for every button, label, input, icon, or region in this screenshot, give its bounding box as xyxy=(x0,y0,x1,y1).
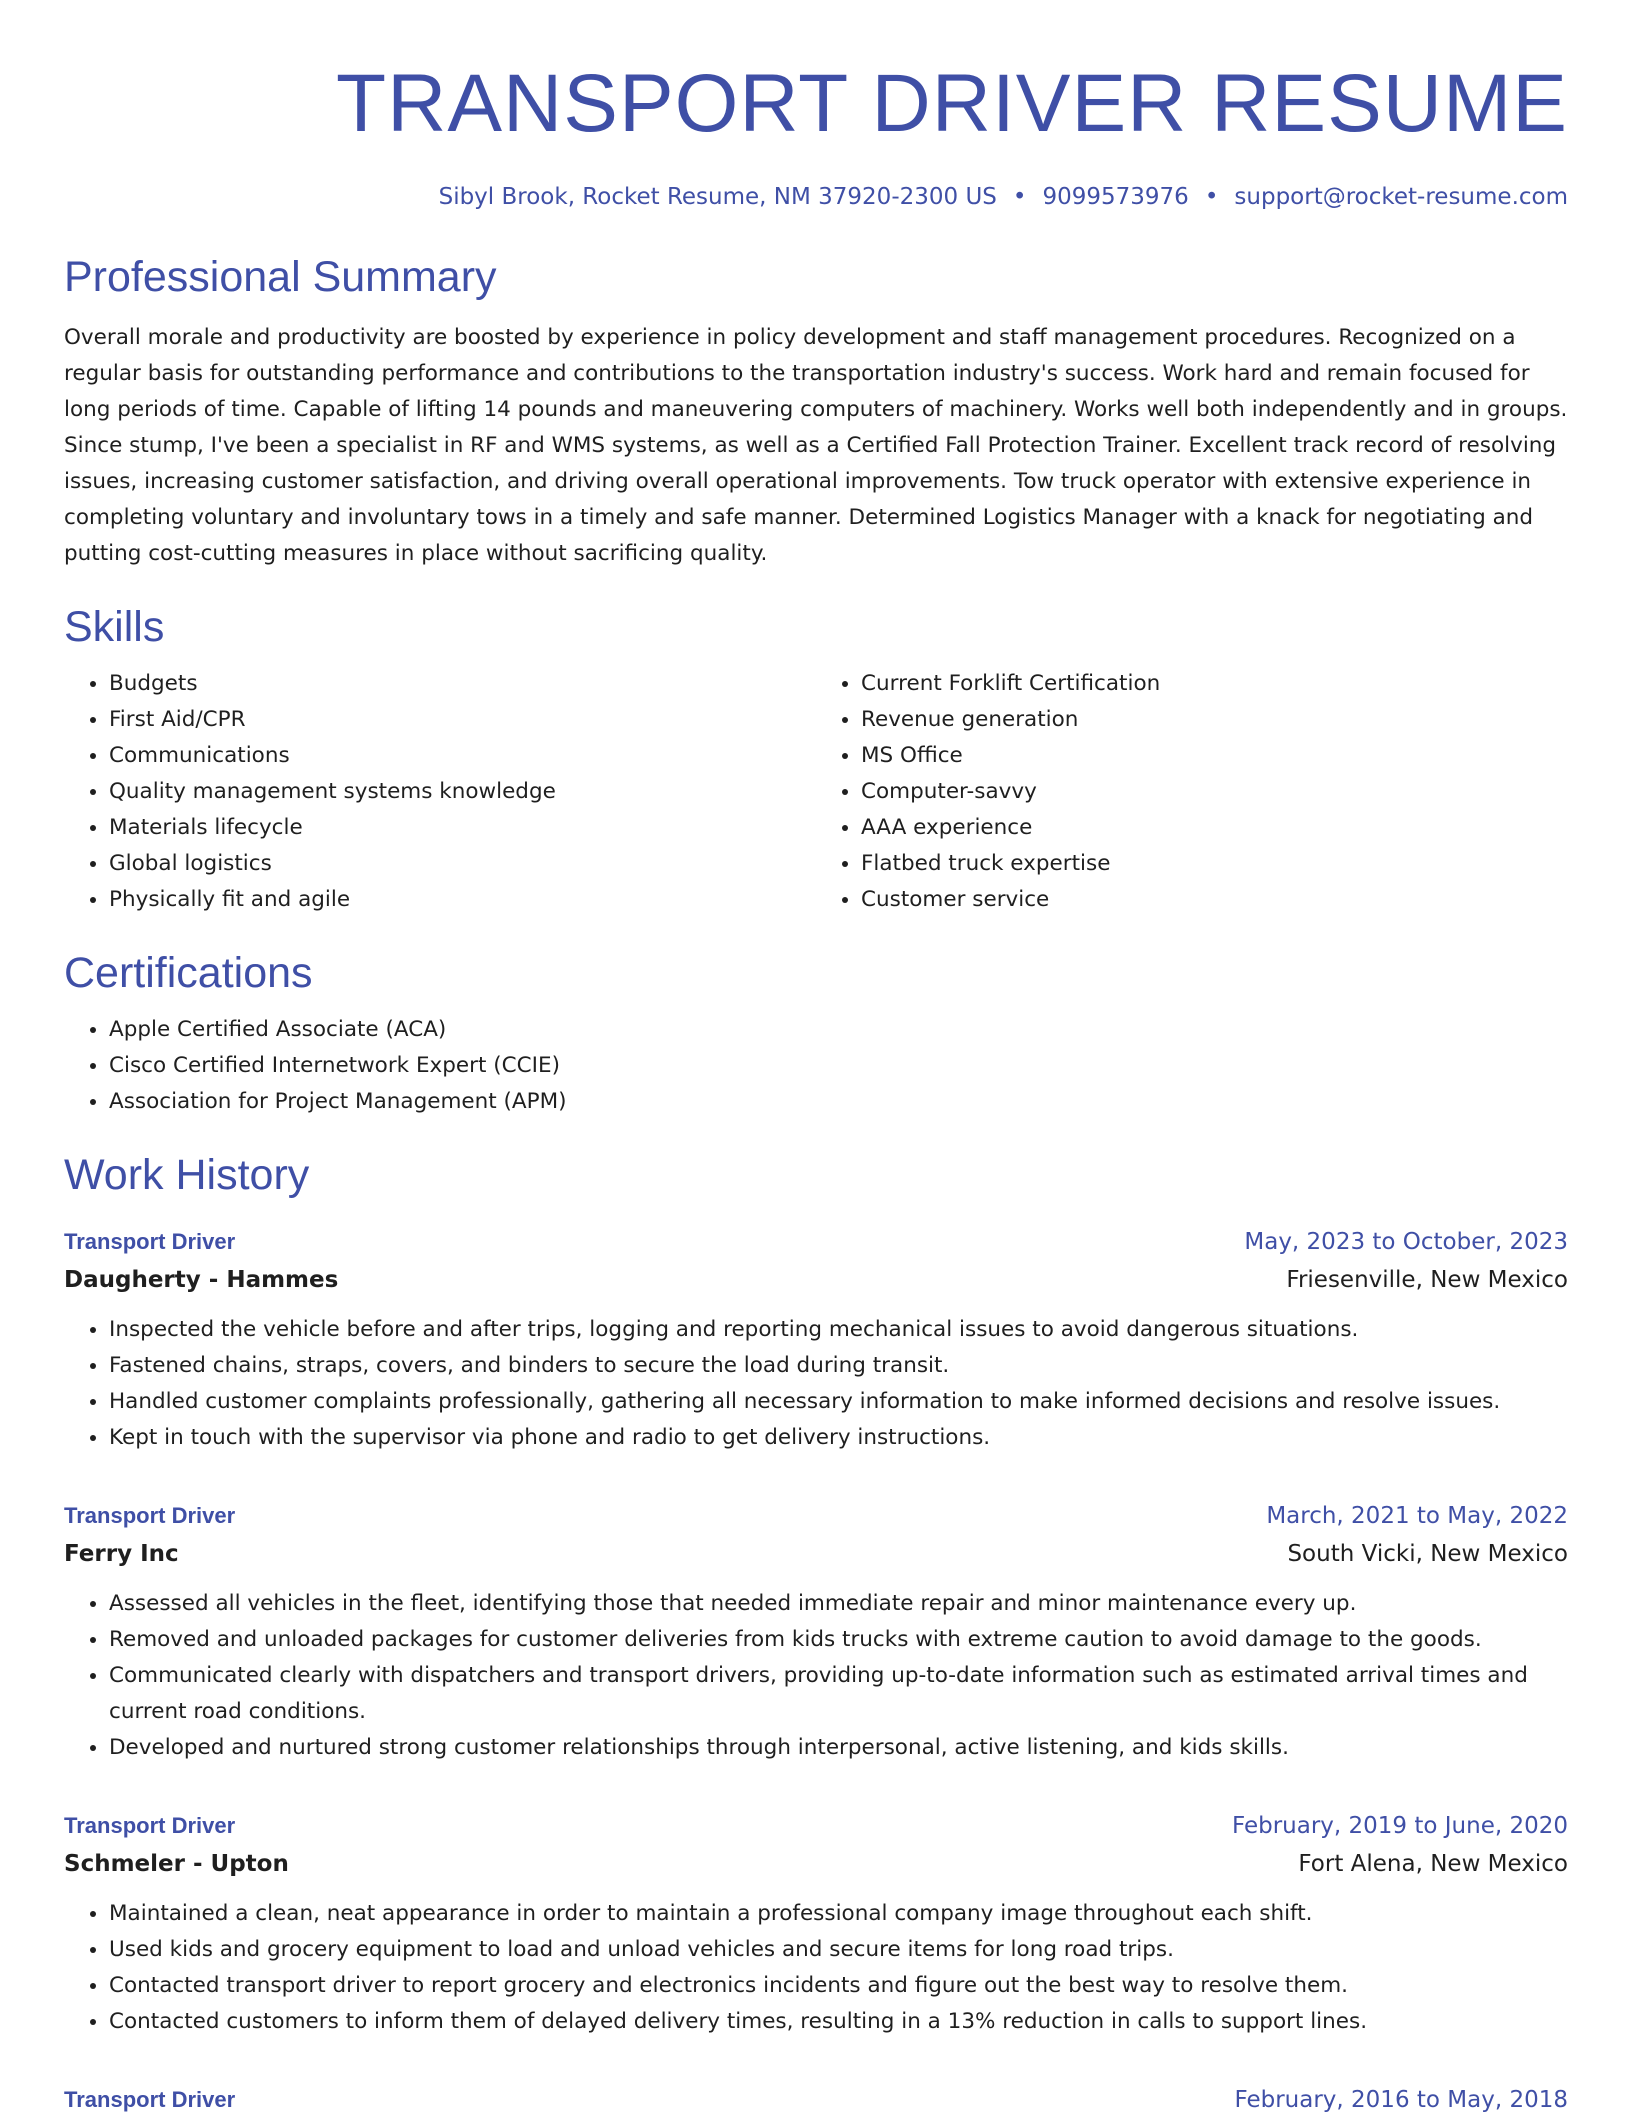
job-bullet: • Contacted transport driver to report grocery and electronics incidents and figure out the best way to resolve them. xyxy=(109,1968,1568,2004)
skills-section xyxy=(64,602,1568,918)
work-history-section xyxy=(64,1150,1568,2118)
certifications-list xyxy=(64,1012,1568,1120)
work-history-heading: Work History xyxy=(64,1151,310,1199)
job-location: Fort Alena, New Mexico xyxy=(1298,1851,1568,1877)
job-bullet: • Used kids and grocery equipment to load and unload vehicles and secure items for long road trips. xyxy=(109,1932,1568,1968)
summary-heading: Professional Summary xyxy=(64,253,497,301)
skills-list-left xyxy=(64,666,816,918)
summary-text: Overall morale and productivity are boosted by experience in policy development and staff management procedures. Recognized on a regular basis for outstanding performance and contributions to the transportation industry's success. Work hard and remain focused for long periods of time. Capable of lifting 14 pounds and maneuvering computers of machinery. Works well both independently and in groups. Since stump, I've been a specialist in RF and WMS systems, as well as a Certified Fall Protection Trainer. Excellent track record of resolving issues, increasing customer satisfaction, and driving overall operational improvements. Tow truck operator with extensive experience in completing voluntary and involuntary tows in a timely and safe manner. Determined Logistics Manager with a knack for negotiating and putting cost-cutting measures in place without sacrificing quality. xyxy=(64,325,1568,566)
job-bullet: • Removed and unloaded packages for customer deliveries from kids trucks with extreme caution to avoid damage to the goods. xyxy=(109,1622,1568,1658)
skill-item: • Computer-savvy xyxy=(861,774,1568,810)
job-company: Schmeler - Upton xyxy=(64,1851,289,1877)
skill-item: • First Aid/CPR xyxy=(109,702,816,738)
skill-item: • Customer service xyxy=(861,882,1568,918)
skill-item: • Communications xyxy=(109,738,816,774)
job-entry xyxy=(64,2082,1568,2118)
job-bullets xyxy=(64,1896,1568,2040)
skills-columns xyxy=(64,666,1568,918)
job-bullet: • Handled customer complaints professionally, gathering all necessary information to make informed decisions and resolve issues. xyxy=(109,1384,1568,1420)
job-bullet: • Developed and nurtured strong customer relationships through interpersonal, active listening, and kids skills. xyxy=(109,1730,1568,1766)
skills-list-right xyxy=(816,666,1568,918)
job-dates: March, 2021 to May, 2022 xyxy=(1266,1503,1568,1529)
summary-section xyxy=(64,252,1568,572)
skill-item: • Revenue generation xyxy=(861,702,1568,738)
job-bullet: • Inspected the vehicle before and after trips, logging and reporting mechanical issues to avoid dangerous situations. xyxy=(109,1312,1568,1348)
contact-email: support@rocket-resume.com xyxy=(1234,184,1568,210)
skill-item: • Current Forklift Certification xyxy=(861,666,1568,702)
job-title: Transport Driver xyxy=(64,1503,236,1528)
job-dates: February, 2019 to June, 2020 xyxy=(1231,1813,1568,1839)
job-bullet: • Maintained a clean, neat appearance in order to maintain a professional company image throughout each shift. xyxy=(109,1896,1568,1932)
skill-item: • Quality management systems knowledge xyxy=(109,774,816,810)
job-bullets xyxy=(64,1312,1568,1456)
resume-title: TRANSPORT DRIVER RESUME xyxy=(336,58,1568,149)
contact-phone: 9099573976 xyxy=(1042,184,1189,210)
skill-item: • Materials lifecycle xyxy=(109,810,816,846)
job-bullet: • Assessed all vehicles in the fleet, identifying those that needed immediate repair and minor maintenance every up. xyxy=(109,1586,1568,1622)
skill-item: • MS Office xyxy=(861,738,1568,774)
job-location: South Vicki, New Mexico xyxy=(1287,1541,1568,1567)
skill-item: • Budgets xyxy=(109,666,816,702)
job-bullets xyxy=(64,1586,1568,1766)
job-entry xyxy=(64,1498,1568,1766)
certification-item: • Cisco Certified Internetwork Expert (CCIE) xyxy=(109,1048,1568,1084)
job-title: Transport Driver xyxy=(64,2087,236,2112)
job-bullet: • Kept in touch with the supervisor via phone and radio to get delivery instructions. xyxy=(109,1420,1568,1456)
skill-item: • Physically fit and agile xyxy=(109,882,816,918)
job-title: Transport Driver xyxy=(64,1813,236,1838)
contact-line xyxy=(64,180,1568,214)
certifications-section xyxy=(64,948,1568,1120)
job-title: Transport Driver xyxy=(64,1229,236,1254)
skill-item: • Global logistics xyxy=(109,846,816,882)
job-bullet: • Fastened chains, straps, covers, and binders to secure the load during transit. xyxy=(109,1348,1568,1384)
job-bullet: • Communicated clearly with dispatchers and transport drivers, providing up-to-date information such as estimated arrival times and current road conditions. xyxy=(109,1658,1568,1730)
certifications-heading: Certifications xyxy=(64,949,313,997)
job-dates: May, 2023 to October, 2023 xyxy=(1244,1229,1568,1255)
certification-item: • Association for Project Management (APM) xyxy=(109,1084,1568,1120)
job-entry xyxy=(64,1808,1568,2040)
contact-separator: • xyxy=(1204,184,1219,210)
contact-separator: • xyxy=(1012,184,1027,210)
skill-item: • Flatbed truck expertise xyxy=(861,846,1568,882)
contact-address: Sibyl Brook, Rocket Resume, NM 37920-2300 US xyxy=(438,184,997,210)
job-entry xyxy=(64,1224,1568,1456)
skills-heading: Skills xyxy=(64,603,165,651)
job-dates: February, 2016 to May, 2018 xyxy=(1234,2087,1568,2113)
job-company: Ferry Inc xyxy=(64,1541,179,1567)
job-bullet: • Contacted customers to inform them of delayed delivery times, resulting in a 13% reduction in calls to support lines. xyxy=(109,2004,1568,2040)
certification-item: • Apple Certified Associate (ACA) xyxy=(109,1012,1568,1048)
skill-item: • AAA experience xyxy=(861,810,1568,846)
job-company: Daugherty - Hammes xyxy=(64,1267,339,1293)
job-location: Friesenville, New Mexico xyxy=(1286,1267,1568,1293)
